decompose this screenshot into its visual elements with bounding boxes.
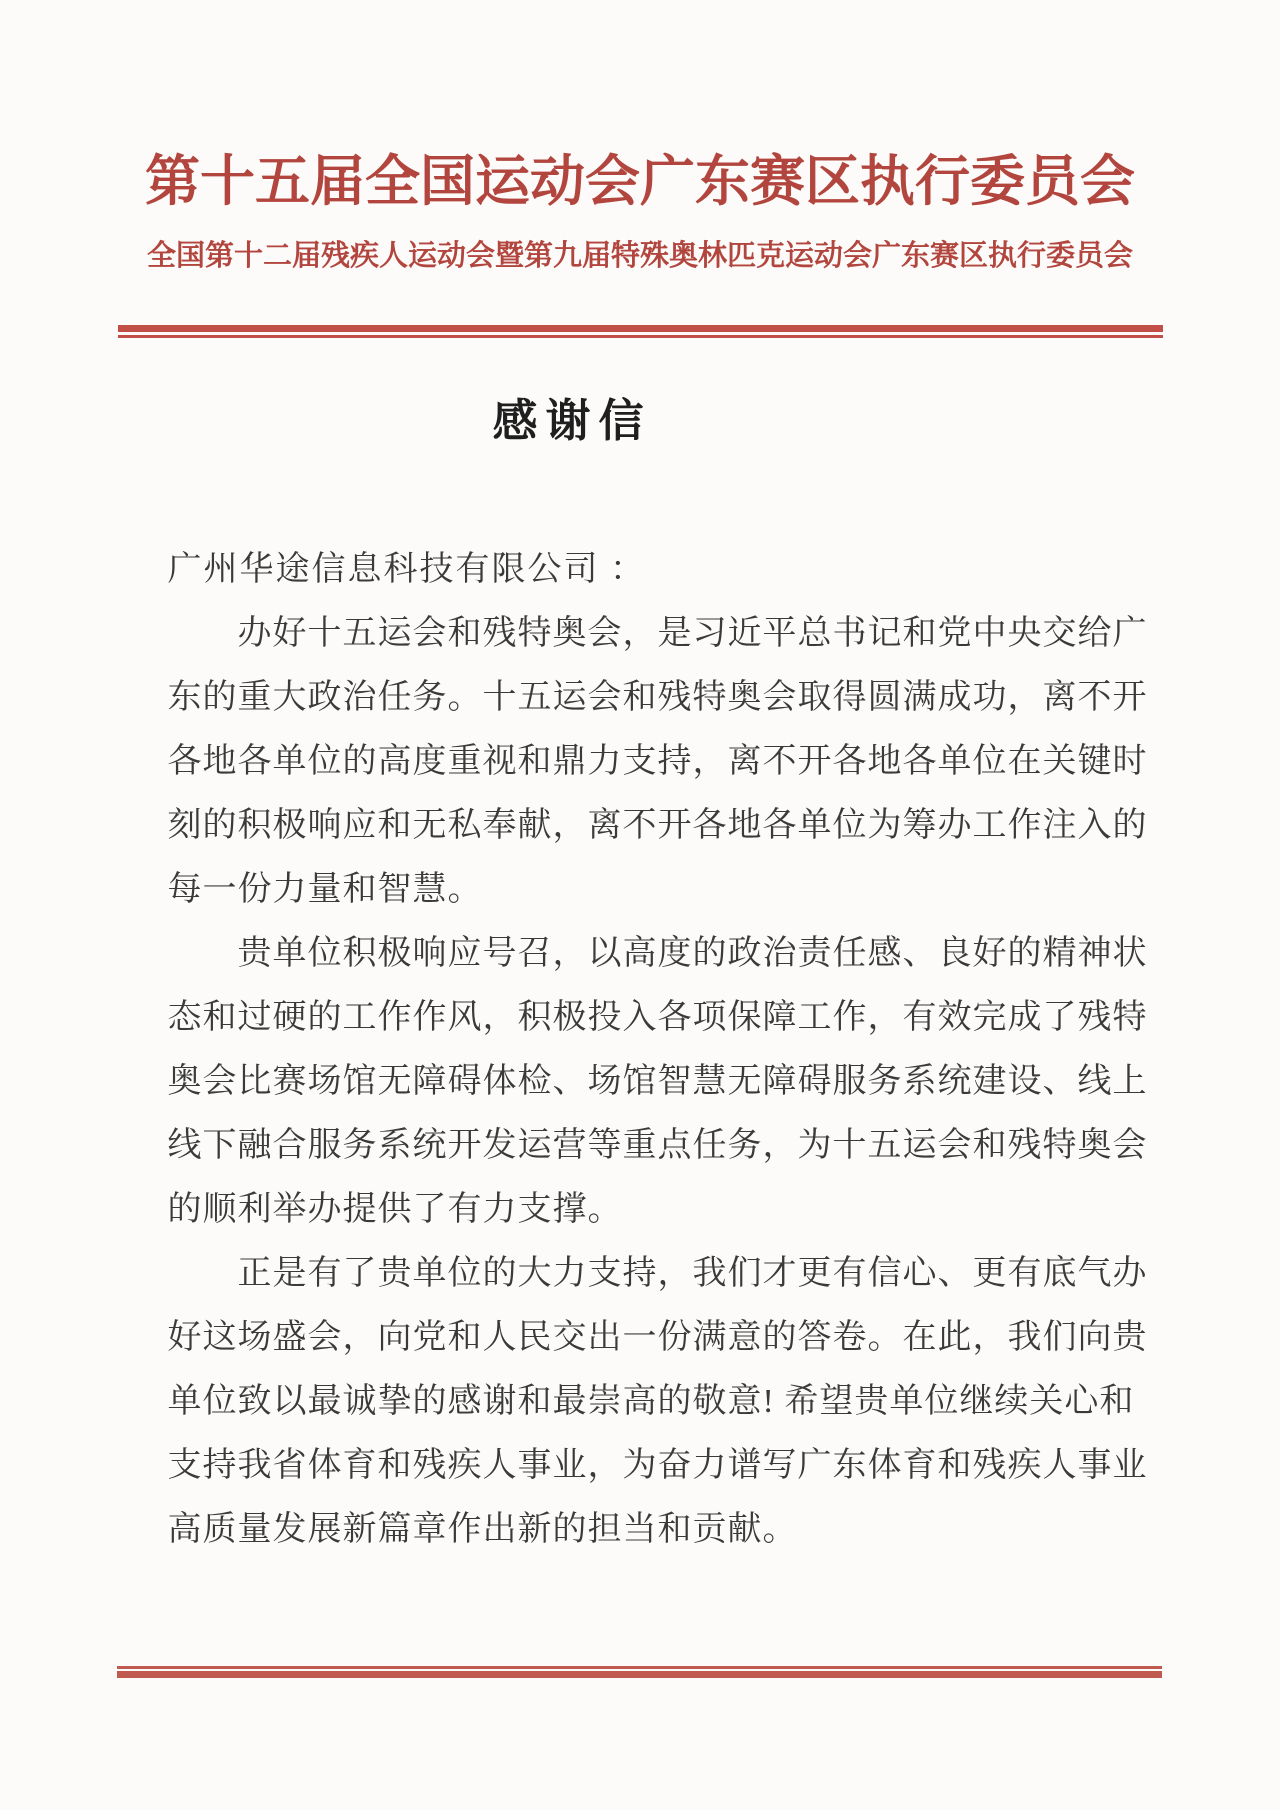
divider-thick-bar <box>118 325 1163 332</box>
footer-divider-thin-bar <box>117 1666 1162 1669</box>
body-line: 正是有了贵单位的大力支持，我们才更有信心、更有底气办 <box>237 1254 1148 1292</box>
body-line: 高质量发展新篇章作出新的担当和贡献。 <box>167 1510 798 1548</box>
body-line: 的顺利举办提供了有力支撑。 <box>167 1190 623 1228</box>
body-line: 奥会比赛场馆无障碍体检、场馆智慧无障碍服务系统建设、线上 <box>167 1062 1148 1100</box>
body-line: 东的重大政治任务。十五运会和残特奥会取得圆满成功，离不开 <box>167 678 1148 716</box>
body-line: 刻的积极响应和无私奉献，离不开各地各单位为筹办工作注入的 <box>167 806 1148 844</box>
letterhead-divider <box>118 325 1163 338</box>
body-line: 线下融合服务系统开发运营等重点任务，为十五运会和残特奥会 <box>167 1126 1148 1164</box>
body-line: 单位致以最诚挚的感谢和最崇高的敬意! 希望贵单位继续关心和 <box>167 1382 1135 1420</box>
body-line: 各地各单位的高度重视和鼎力支持，离不开各地各单位在关键时 <box>167 742 1148 780</box>
divider-thin-bar <box>118 335 1163 338</box>
letterhead <box>118 0 1163 338</box>
letter-title: 感谢信 <box>492 395 652 446</box>
footer-divider <box>117 1666 1162 1678</box>
letter-content <box>118 0 1163 1562</box>
body-line: 办好十五运会和残特奥会，是习近平总书记和党中央交给广 <box>237 614 1148 652</box>
paragraphs-container <box>167 602 1148 1562</box>
letter-body <box>118 538 1163 1562</box>
body-line: 态和过硬的工作作风，积极投入各项保障工作，有效完成了残特 <box>167 998 1148 1036</box>
body-line: 好这场盛会，向党和人民交出一份满意的答卷。在此，我们向贵 <box>167 1318 1148 1356</box>
body-line: 贵单位积极响应号召，以高度的政治责任感、良好的精神状 <box>237 934 1148 972</box>
body-line: 每一份力量和智慧。 <box>167 870 483 908</box>
salutation: 广州华途信息科技有限公司 ： <box>167 550 646 588</box>
letterhead-line1: 第十五届全国运动会广东赛区执行委员会 <box>144 151 1135 212</box>
letterhead-line2: 全国第十二届残疾人运动会暨第九届特殊奥林匹克运动会广东赛区执行委员会 <box>146 240 1133 272</box>
footer-divider-thick-bar <box>117 1671 1162 1678</box>
body-line: 支持我省体育和残疾人事业，为奋力谱写广东体育和残疾人事业 <box>167 1446 1148 1484</box>
